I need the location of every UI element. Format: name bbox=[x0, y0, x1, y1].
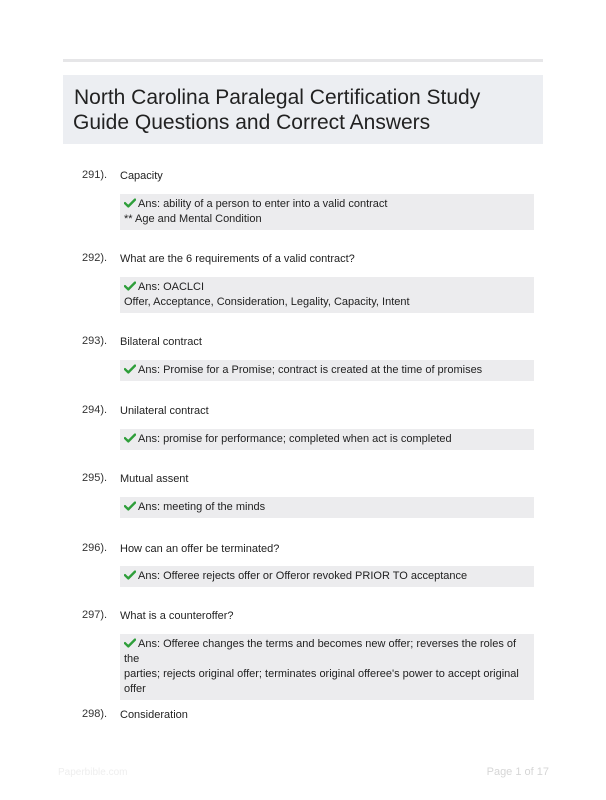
check-icon bbox=[124, 570, 136, 580]
answer-line bbox=[124, 637, 530, 667]
check-icon bbox=[124, 198, 136, 208]
question-text: What are the 6 requirements of a valid contract? bbox=[120, 253, 355, 265]
question-text: Consideration bbox=[120, 709, 188, 721]
question-number: 294). bbox=[82, 404, 108, 416]
question-text: Bilateral contract bbox=[120, 336, 202, 348]
answer-line bbox=[124, 432, 530, 447]
question-number: 292). bbox=[82, 252, 108, 264]
answer-box bbox=[120, 497, 534, 518]
answer-line bbox=[124, 569, 530, 584]
question-number: 291). bbox=[82, 169, 108, 181]
page-number: Page 1 of 17 bbox=[486, 766, 549, 778]
question-text: Mutual assent bbox=[120, 473, 189, 485]
answer-box bbox=[120, 194, 534, 230]
question-text: How can an offer be terminated? bbox=[120, 543, 280, 555]
question-number: 293). bbox=[82, 335, 108, 347]
check-icon bbox=[124, 638, 136, 648]
title-banner bbox=[63, 75, 543, 144]
check-icon bbox=[124, 364, 136, 374]
answer-text: Ans: promise for performance; completed when act is completed bbox=[138, 433, 452, 445]
check-icon bbox=[124, 501, 136, 511]
answer-text: Ans: Offeree rejects offer or Offeror revoked PRIOR TO acceptance bbox=[138, 570, 468, 582]
question-number: 295). bbox=[82, 472, 108, 484]
answer-text: Offer, Acceptance, Consideration, Legality, Capacity, Intent bbox=[124, 296, 410, 308]
page-title-line-1: North Carolina Paralegal Certification Study bbox=[74, 86, 481, 109]
answer-text: Ans: Offeree changes the terms and becomes new offer; reverses the roles of the bbox=[124, 638, 517, 665]
answer-line bbox=[124, 295, 530, 310]
answer-text: ** Age and Mental Condition bbox=[124, 213, 262, 225]
check-icon bbox=[124, 433, 136, 443]
answer-text: offer bbox=[124, 683, 146, 695]
page-title-line-2: Guide Questions and Correct Answers bbox=[73, 111, 431, 134]
answer-text: Ans: meeting of the minds bbox=[138, 501, 266, 513]
answer-line bbox=[124, 197, 530, 212]
answer-box bbox=[120, 634, 534, 700]
answer-box bbox=[120, 277, 534, 313]
question-number: 298). bbox=[82, 708, 108, 720]
answer-text: Ans: OACLCI bbox=[138, 281, 205, 293]
footer-watermark: Paperbible.com bbox=[58, 767, 128, 778]
answer-line bbox=[124, 212, 530, 227]
question-text: What is a counteroffer? bbox=[120, 610, 234, 622]
answer-line bbox=[124, 363, 530, 378]
answer-line bbox=[124, 500, 530, 515]
answer-text: Ans: Promise for a Promise; contract is created at the time of promises bbox=[138, 364, 483, 376]
question-text: Unilateral contract bbox=[120, 405, 209, 417]
answer-box bbox=[120, 360, 534, 381]
question-text: Capacity bbox=[120, 170, 163, 182]
answer-line bbox=[124, 682, 530, 697]
top-divider bbox=[63, 59, 543, 62]
check-icon bbox=[124, 281, 136, 291]
answer-text: parties; rejects original offer; terminates original offeree's power to accept original bbox=[124, 668, 519, 680]
answer-box bbox=[120, 429, 534, 450]
answer-box bbox=[120, 566, 534, 587]
answer-line bbox=[124, 667, 530, 682]
question-number: 296). bbox=[82, 542, 108, 554]
answer-text: Ans: ability of a person to enter into a valid contract bbox=[138, 198, 388, 210]
question-number: 297). bbox=[82, 609, 108, 621]
answer-line bbox=[124, 280, 530, 295]
